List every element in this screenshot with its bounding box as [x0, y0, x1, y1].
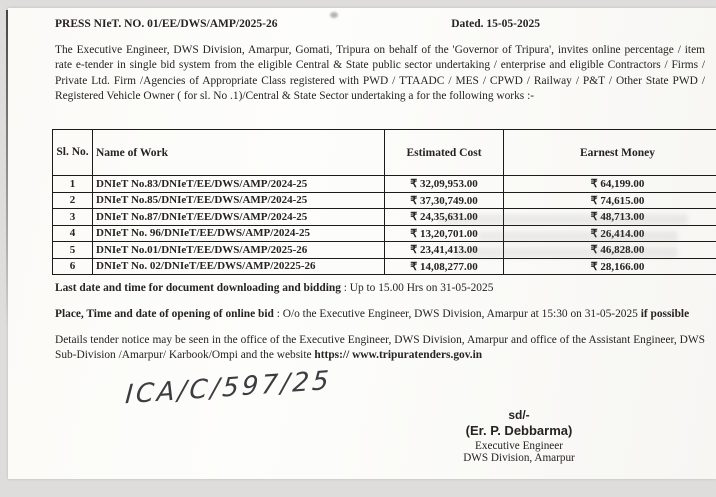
opening-value: : O/o the Executive Engineer, DWS Division, Amarpur at 15:30 on 31-05-2025	[273, 308, 641, 321]
opening-suffix: if possible	[640, 308, 690, 321]
table-header-row	[53, 130, 716, 176]
last-date-line	[55, 282, 705, 294]
scan-smudge	[453, 247, 678, 258]
dated-label: Dated. 15-05-2025	[451, 18, 540, 30]
scan-edge-artifact	[6, 10, 8, 330]
header-name-of-work: Name of Work	[93, 130, 385, 176]
cell-sl: 4	[53, 225, 93, 242]
table-row	[53, 192, 716, 209]
cell-sl: 3	[53, 209, 93, 226]
cell-name: DNIeT No.85/DNIeT/EE/DWS/AMP/2024-25	[93, 192, 385, 209]
opening-label: Place, Time and date of opening of online bid	[55, 308, 274, 321]
cell-cost: ₹ 32,09,953.00	[385, 176, 504, 193]
tender-website-url: https:// www.tripuratenders.gov.in	[314, 349, 483, 362]
header-earnest-money: Earnest Money	[504, 130, 716, 176]
cell-emd: ₹ 64,199.00	[504, 176, 716, 193]
cell-cost: ₹ 24,35,631.00	[385, 209, 504, 226]
cell-name: DNIeT No.87/DNIeT/EE/DWS/AMP/2024-25	[93, 209, 385, 226]
cell-sl: 6	[53, 258, 93, 275]
cell-emd: ₹ 74,615.00	[504, 192, 716, 209]
cell-cost: ₹ 14,08,277.00	[385, 258, 504, 275]
document-header	[8, 8, 716, 30]
signature-sd: sd/-	[508, 408, 530, 422]
last-date-value: : Up to 15.00 Hrs on 31-05-2025	[340, 282, 494, 295]
scan-speck-artifact	[330, 12, 338, 18]
cell-sl: 1	[53, 176, 93, 193]
cell-emd: ₹ 48,713.00	[504, 209, 716, 226]
scan-smudge	[478, 231, 678, 242]
table-row	[53, 176, 716, 193]
header-estimated-cost: Estimated Cost	[385, 130, 504, 176]
cell-name: DNIeT No.01/DNIeT/EE/DWS/AMP/2025-26	[93, 242, 385, 259]
cell-sl: 5	[53, 242, 93, 259]
details-paragraph	[55, 333, 705, 364]
handwritten-reference: ICA/C/597/25	[124, 365, 333, 411]
cell-cost: ₹ 23,41,413.00	[385, 242, 504, 259]
cell-cost: ₹ 13,20,701.00	[385, 225, 504, 242]
document-page	[8, 8, 716, 479]
cell-sl: 2	[53, 192, 93, 209]
signature-office: DWS Division, Amarpur	[463, 452, 575, 464]
details-text: Details tender notice may be seen in the office of the Executive Engineer, DWS Division, Amarpur and office of the Assistant Engineer, DWS Sub-Division /Amarpur/ Karbook/Ompi and the website	[55, 334, 705, 362]
table-row	[53, 258, 716, 275]
cell-cost: ₹ 37,30,749.00	[385, 192, 504, 209]
signature-block	[433, 408, 605, 464]
cell-emd: ₹ 26,414.00	[504, 225, 716, 242]
press-niet-number: PRESS NIeT. NO. 01/EE/DWS/AMP/2025-26	[55, 18, 278, 30]
cell-name: DNIeT No. 96/DNIeT/EE/DWS/AMP/2024-25	[93, 225, 385, 242]
cell-emd: ₹ 46,828.00	[504, 242, 716, 259]
opening-line	[55, 308, 705, 320]
cell-name: DNIeT No.83/DNIeT/EE/DWS/AMP/2024-25	[93, 176, 385, 193]
header-sl-no: Sl. No.	[53, 130, 93, 176]
intro-paragraph: The Executive Engineer, DWS Division, Amarpur, Gomati, Tripura on behalf of the 'Governor of Tripura', invites online percentage / item rate e-tender in single bid system from the eligible Central & State public sector undertaking / enterprise and eligible Contractors / Firms / Private Ltd. Firm /Agencies of Appropriate Class registered with PWD / TTAADC / MES / CPWD / Railway / P&T / Other State PWD / Registered Vehicle Owner ( for sl. No .1)/Central & State Sector undertaking a for the following works :-	[55, 44, 705, 102]
cell-emd: ₹ 28,166.00	[504, 258, 716, 275]
signature-role: Executive Engineer	[475, 440, 563, 452]
last-date-label: Last date and time for document downloading and bidding	[55, 282, 341, 295]
signature-name: (Er. P. Debbarma)	[465, 423, 573, 438]
scan-smudge	[438, 214, 688, 225]
cell-name: DNIeT No. 02/DNIeT/EE/DWS/AMP/20225-26	[93, 258, 385, 275]
